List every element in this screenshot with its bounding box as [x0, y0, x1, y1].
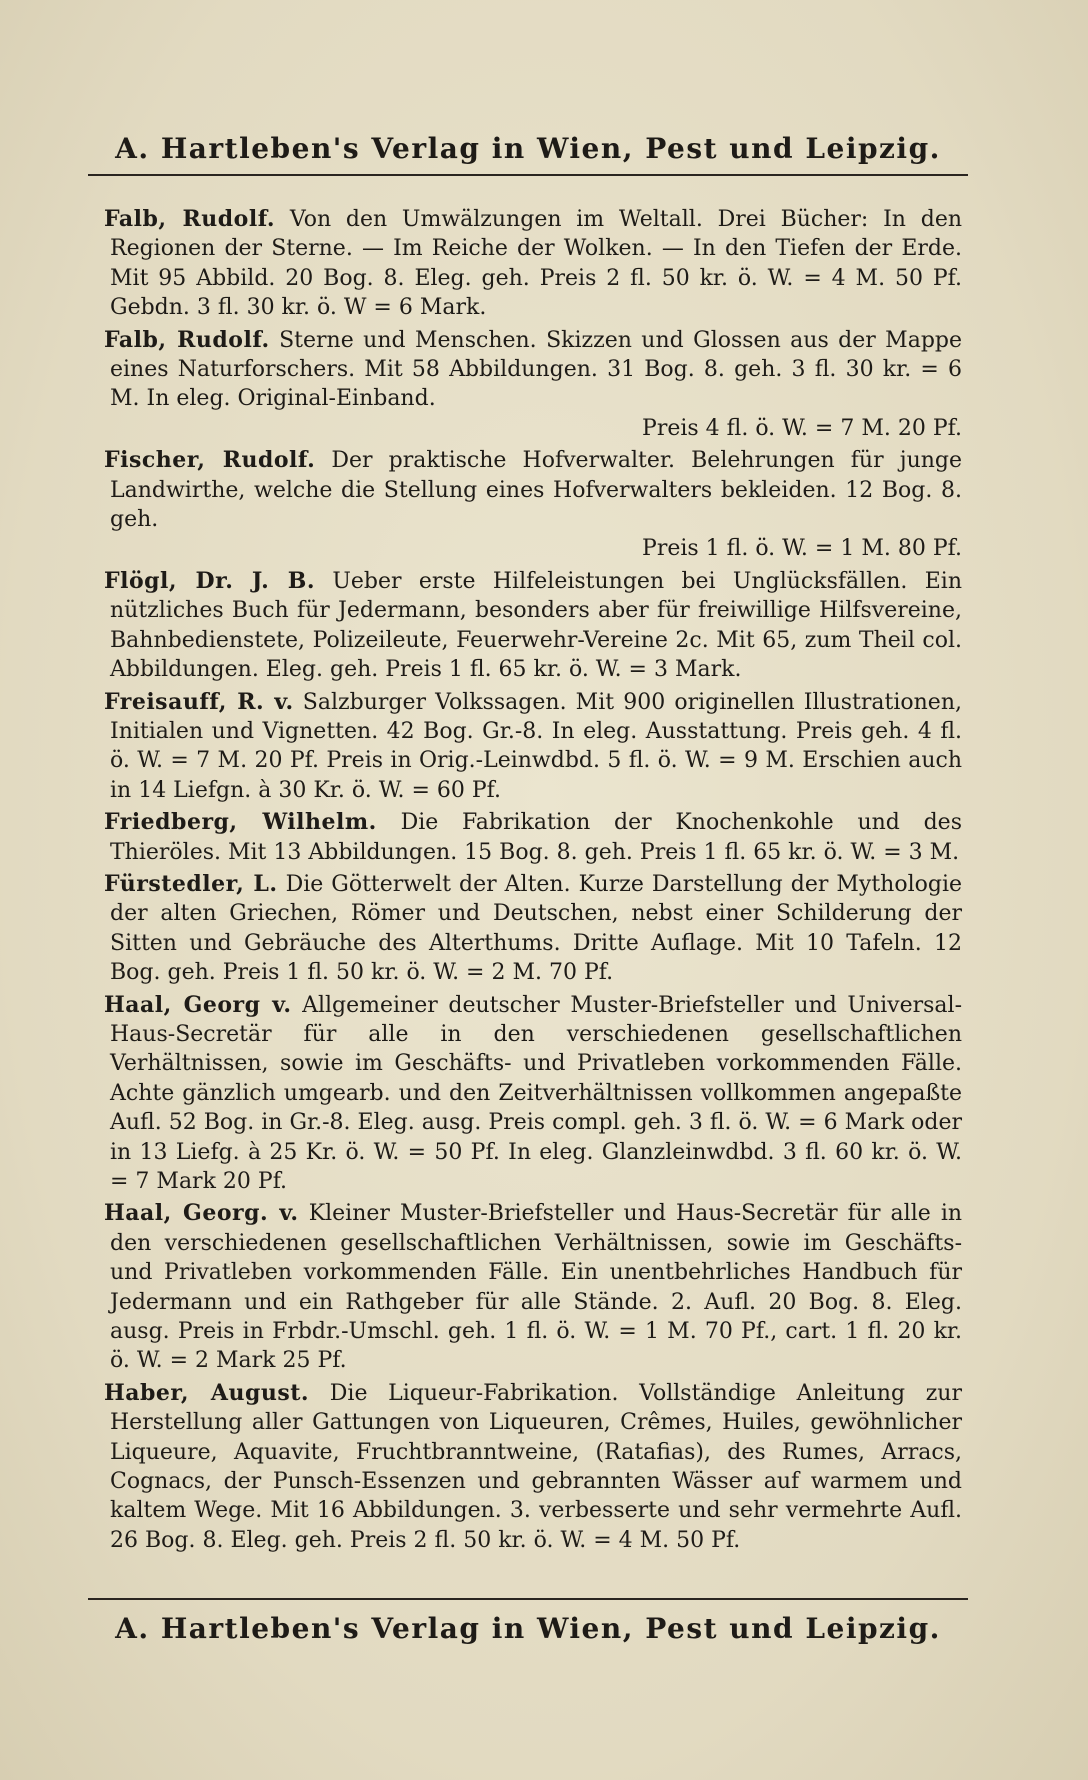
footer-rule: [88, 1598, 968, 1600]
catalog-entry: [104, 446, 962, 564]
entry-author: Haber, August.: [104, 1379, 310, 1406]
catalog-entry: [104, 808, 962, 867]
entry-author: Fischer, Rudolf.: [104, 447, 316, 474]
catalog-entry: [104, 991, 962, 1197]
entry-author: Haal, Georg. v.: [104, 1200, 299, 1227]
entry-text: Die Götterwelt der Alten. Kurze Darstellung der Mythologie der alten Griechen, Römer und Deutschen, nebst einer Schilderung der Sitten und Gebräuche des Alterthums. Dritte Auflage. Mit 10 Tafeln. 12 Bog. geh. Preis 1 fl. 50 kr. ö. W. = 2 M. 70 Pf.: [110, 871, 962, 986]
catalog-entry: [104, 1199, 962, 1375]
entry-text: Salzburger Volkssagen. Mit 900 originellen Illustrationen, Initialen und Vignetten. 42 Bog. Gr.-8. In eleg. Ausstattung. Preis geh. 4 fl. ö. W. = 7 M. 20 Pf. Preis in Orig.-Leinwdbd. 5 fl. ö. W. = 9 M. Erschien auch in 14 Liefgn. à 30 Kr. ö. W. = 60 Pf.: [110, 689, 962, 803]
catalog-entry: [104, 326, 962, 444]
entry-price: Preis 4 fl. ö. W. = 7 M. 20 Pf.: [642, 415, 962, 441]
entry-price: Preis 1 fl. ö. W. = 1 M. 80 Pf.: [642, 536, 962, 562]
entry-text: Allgemeiner deutscher Muster-Briefsteller und Universal-Haus-Secretär für alle in den verschiedenen gesellschaftlichen Verhältnissen, sowie im Geschäfts- und Privatleben vorkommenden Fälle. Achte gänzlich umgearb. und den Zeitverhältnissen vollkommen angepaßte Aufl. 52 Bog. in Gr.-8. Eleg. ausg. Preis compl. geh. 3 fl. ö. W. = 6 Mark oder in 13 Liefg. à 25 Kr. ö. W. = 50 Pf. In eleg. Glanzleinwdbd. 3 fl. 60 kr. ö. W. = 7 Mark 20 Pf.: [110, 992, 963, 1194]
catalog-entries: [104, 205, 962, 1558]
entry-text: Der praktische Hofverwalter. Belehrungen für junge Landwirthe, welche die Stellung eines Hofverwalters bekleiden. 12 Bog. 8. geh.: [110, 448, 963, 533]
entry-author: Flögl, Dr. J. B.: [104, 567, 315, 594]
entry-author: Fürstedler, L.: [104, 870, 278, 897]
header-rule: [88, 174, 968, 176]
entry-text: Ueber erste Hilfeleistungen bei Unglücksfällen. Ein nützliches Buch für Jedermann, besonders aber für freiwillige Hilfsvereine, Bahnbedienstete, Polizeileute, Feuerwehr-Vereine 2c. Mit 65, zum Theil col. Abbildungen. Eleg. geh. Preis 1 fl. 65 kr. ö. W. = 3 Mark.: [110, 568, 962, 683]
catalog-entry: [104, 870, 962, 988]
entry-author: Falb, Rudolf.: [104, 206, 276, 232]
entry-text: Von den Umwälzungen im Weltall. Drei Bücher: In den Regionen der Sterne. — Im Reiche der Wolken. — In den Tiefen der Erde. Mit 95 Abbild. 20 Bog. 8. Eleg. geh. Preis 2 fl. 50 kr. ö. W. = 4 M. 50 Pf. Gebdn. 3 fl. 30 kr. ö. W = 6 Mark.: [110, 207, 963, 321]
entry-text: Die Liqueur-Fabrikation. Vollständige Anleitung zur Herstellung aller Gattungen von Liqueuren, Crêmes, Huiles, gewöhnlicher Liqueure, Aquavite, Fruchtbranntweine, (Ratafias), des Rumes, Arracs, Cognacs, der Punsch-Essenzen und gebrannten Wässer auf warmem und kaltem Wege. Mit 16 Abbildungen. 3. verbesserte und sehr vermehrte Aufl. 26 Bog. 8. Eleg. geh. Preis 2 fl. 50 kr. ö. W. = 4 M. 50 Pf.: [110, 1380, 962, 1553]
entry-author: Friedberg, Wilhelm.: [104, 809, 377, 836]
entry-text: Sterne und Menschen. Skizzen und Glossen aus der Mappe eines Naturforschers. Mit 58 Abbildungen. 31 Bog. 8. geh. 3 fl. 30 kr. = 6 M. In eleg. Original-Einband.: [110, 327, 963, 412]
catalog-entry: [104, 688, 962, 806]
catalog-entry: [104, 205, 962, 323]
entry-text: Kleiner Muster-Briefsteller und Haus-Secretär für alle in den verschiedenen gesellschaftlichen Verhältnissen, sowie im Geschäfts- und Privatleben vorkommenden Fälle. Ein unentbehrliches Handbuch für Jedermann und ein Rathgeber für alle Stände. 2. Aufl. 20 Bog. 8. Eleg. ausg. Preis in Frbdr.-Umschl. geh. 1 fl. ö. W. = 1 M. 70 Pf., cart. 1 fl. 20 kr. ö. W. = 2 Mark 25 Pf.: [110, 1201, 963, 1374]
entry-author: Falb, Rudolf.: [104, 326, 270, 353]
entry-author: Freisauff, R. v.: [104, 688, 294, 715]
entry-author: Haal, Georg v.: [104, 991, 292, 1018]
entry-text: Die Fabrikation der Knochenkohle und des Thieröles. Mit 13 Abbildungen. 15 Bog. 8. geh. Preis 1 fl. 65 kr. ö. W. = 3 M.: [110, 810, 962, 865]
publisher-header-bottom: A. Hartleben's Verlag in Wien, Pest und Leipzig.: [115, 1612, 941, 1645]
catalog-entry: [104, 1379, 962, 1555]
publisher-header-top: A. Hartleben's Verlag in Wien, Pest und Leipzig.: [115, 132, 941, 165]
catalog-entry: [104, 567, 962, 685]
